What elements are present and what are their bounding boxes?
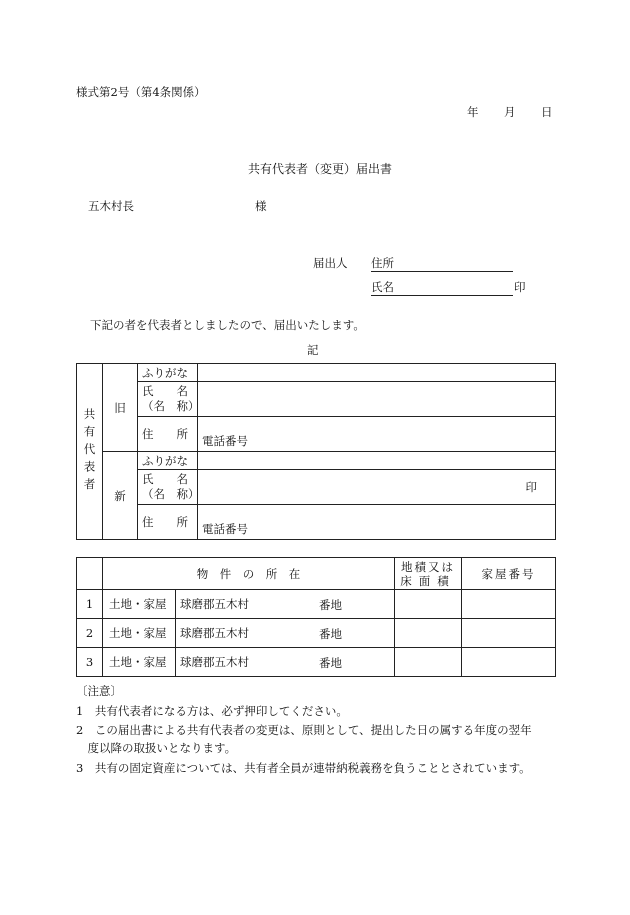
note-item: 度以降の取扱いとなります。: [76, 741, 237, 755]
header-area-cell: [395, 558, 462, 590]
ki-label: 記: [307, 343, 319, 357]
row-area-field[interactable]: [395, 619, 462, 648]
new-address-label: 住 所: [142, 515, 188, 529]
row-house-number-field[interactable]: [462, 590, 556, 619]
date-month-label: 月: [504, 105, 516, 119]
row-place: 球磨郡五木村: [180, 626, 249, 640]
row-type: 土地・家屋: [109, 626, 167, 640]
representative-table: [76, 363, 556, 540]
property-table: [76, 557, 556, 677]
row-number: 1: [85, 597, 94, 611]
row-location-field[interactable]: [176, 619, 395, 648]
new-name-field[interactable]: [198, 470, 556, 505]
row-place: 球磨郡五木村: [180, 655, 249, 669]
new-furigana-label: ふりがな: [142, 453, 188, 468]
header-area-line1: 地積又は: [401, 559, 455, 574]
property-table-header: [77, 558, 556, 590]
intro-text: 下記の者を代表者としましたので、届出いたします。: [90, 318, 365, 332]
new-label: 新: [114, 488, 126, 503]
note-item: 1 共有代表者になる方は、必ず押印してください。: [76, 704, 348, 718]
new-address-label-cell: [138, 505, 198, 540]
new-furigana-label-cell: [138, 452, 198, 470]
new-seal-mark: 印: [525, 480, 537, 494]
old-address-label-cell: [138, 417, 198, 452]
row-number: 2: [85, 626, 94, 640]
header-area-line2: 床面積: [400, 573, 456, 588]
addressee-honorific: 様: [255, 199, 267, 213]
applicant-address-field[interactable]: [371, 255, 513, 272]
header-house-number-cell: [462, 558, 556, 590]
old-label-cell: [103, 364, 138, 452]
addressee-name: 五木村長: [88, 199, 134, 213]
row-location-field[interactable]: [176, 590, 395, 619]
old-name-label-cell: [138, 382, 198, 417]
old-name-label: 氏 名: [142, 384, 188, 398]
representative-group-label: 共有代表者: [82, 407, 97, 496]
row-banchi-label: 番地: [319, 627, 342, 641]
old-furigana-label-cell: [138, 364, 198, 382]
row-place: 球磨郡五木村: [180, 597, 249, 611]
row-number-cell: [77, 590, 103, 619]
header-location-cell: [103, 558, 395, 590]
row-area-field[interactable]: [395, 648, 462, 677]
new-address-field[interactable]: [198, 505, 556, 540]
row-number-cell: [77, 619, 103, 648]
row-type-cell: [103, 619, 176, 648]
row-area-field[interactable]: [395, 590, 462, 619]
row-location-field[interactable]: [176, 648, 395, 677]
row-banchi-label: 番地: [319, 656, 342, 670]
row-house-number-field[interactable]: [462, 619, 556, 648]
old-label: 旧: [114, 400, 126, 415]
old-address-field[interactable]: [198, 417, 556, 452]
note-item: 3 共有の固定資産については、共有者全員が連帯納税義務を負うこととされています。: [76, 761, 531, 775]
row-type-cell: [103, 590, 176, 619]
old-furigana-field[interactable]: [198, 364, 556, 382]
new-phone-label: 電話番号: [202, 522, 248, 536]
header-house-number: 家屋番号: [481, 566, 536, 581]
table-row: [77, 590, 556, 619]
new-name-label-cell: [138, 470, 198, 505]
form-number: 様式第2号（第4条関係）: [76, 85, 206, 99]
old-furigana-label: ふりがな: [142, 365, 188, 380]
row-number: 3: [85, 655, 94, 669]
new-name-label: 氏 名: [142, 472, 188, 486]
applicant-seal-mark: 印: [514, 280, 526, 294]
row-type: 土地・家屋: [109, 597, 167, 611]
applicant-label: 届出人: [313, 256, 348, 270]
old-name-sub-label: （名 称）: [142, 399, 200, 413]
new-label-cell: [103, 452, 138, 540]
row-number-cell: [77, 648, 103, 677]
new-furigana-field[interactable]: [198, 452, 556, 470]
applicant-name-label: 氏名: [371, 279, 513, 296]
note-item: 2 この届出書による共有代表者の変更は、原則として、提出した日の属する年度の翌年: [76, 723, 532, 737]
applicant-address-label: 住所: [371, 255, 513, 272]
new-name-sub-label: （名 称）: [142, 487, 200, 501]
old-name-field[interactable]: [198, 382, 556, 417]
table-row: [77, 648, 556, 677]
old-phone-label: 電話番号: [202, 434, 248, 448]
date-year-label: 年: [467, 105, 479, 119]
table-row: [77, 619, 556, 648]
notes-header: 〔注意〕: [76, 684, 122, 698]
header-location: 物 件 の 所 在: [196, 566, 301, 581]
header-blank-cell: [77, 558, 103, 590]
old-address-label: 住 所: [142, 427, 188, 441]
row-house-number-field[interactable]: [462, 648, 556, 677]
date-day-label: 日: [541, 105, 553, 119]
applicant-name-field[interactable]: [371, 279, 526, 296]
representative-group-cell: [77, 364, 103, 540]
row-type: 土地・家屋: [109, 655, 167, 669]
page-title: 共有代表者（変更）届出書: [248, 162, 393, 176]
row-banchi-label: 番地: [319, 598, 342, 612]
row-type-cell: [103, 648, 176, 677]
